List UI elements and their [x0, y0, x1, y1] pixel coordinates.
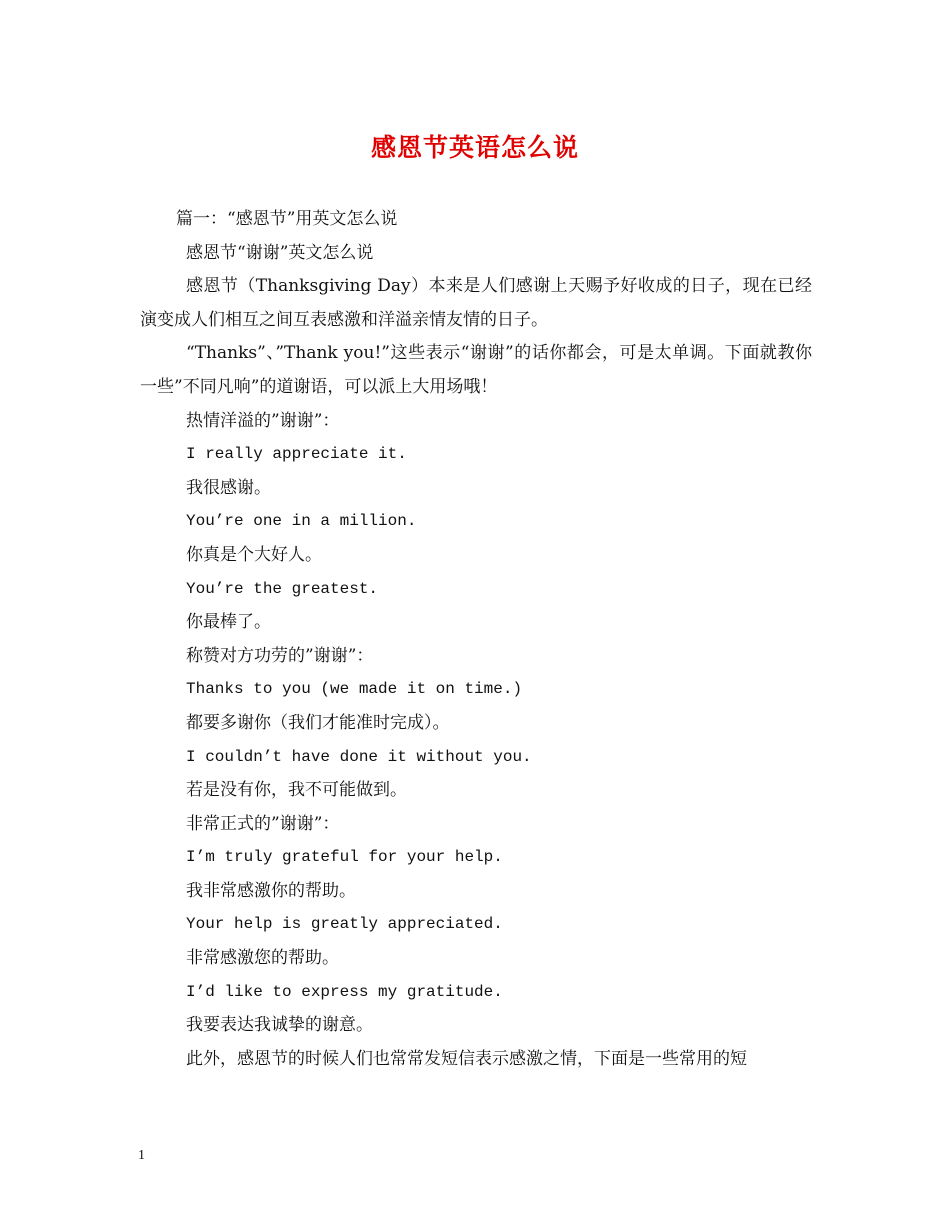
- chinese-translation: 非常感激您的帮助。: [186, 948, 339, 969]
- chinese-translation: 我非常感激你的帮助。: [186, 880, 356, 901]
- paragraph-sms: 此外，感恩节的时候人们也常常发短信表示感激之情，下面是一些常用的短: [186, 1048, 747, 1069]
- chinese-translation: 我要表达我诚挚的谢意。: [186, 1015, 373, 1036]
- english-phrase: I couldn’t have done it without you.: [186, 747, 532, 766]
- english-phrase: Your help is greatly appreciated.: [186, 915, 503, 934]
- chinese-translation: 都要多谢你（我们才能准时完成）。: [186, 712, 450, 733]
- section-heading: 篇一：“感恩节”用英文怎么说: [176, 209, 398, 229]
- chinese-translation: 我很感谢。: [186, 477, 271, 498]
- category-heading-enthusiastic: 热情洋溢的”谢谢”：: [186, 410, 340, 431]
- english-phrase: I really appreciate it.: [186, 445, 407, 464]
- english-phrase: You’re the greatest.: [186, 579, 379, 598]
- document-body: [140, 203, 812, 1076]
- paragraph-intro: 感恩节（Thanksgiving Day）本来是人们感谢上天赐予好收成的日子，现在已经演变成人们相互之间互表感激和洋溢亲情友情的日子。: [140, 276, 812, 330]
- english-phrase: Thanks to you (we made it on time.): [186, 680, 523, 699]
- category-heading-formal: 非常正式的”谢谢”：: [186, 813, 340, 834]
- page-number: 1: [138, 1148, 145, 1163]
- english-phrase: I’m truly grateful for your help.: [186, 848, 503, 867]
- chinese-translation: 你最棒了。: [186, 612, 271, 633]
- chinese-translation: 若是没有你，我不可能做到。: [186, 780, 407, 801]
- subheading: 感恩节“谢谢”英文怎么说: [186, 242, 374, 263]
- english-phrase: I’d like to express my gratitude.: [186, 982, 503, 1001]
- document-title: 感恩节英语怎么说: [370, 133, 579, 162]
- paragraph-thanks: “Thanks”、”Thank you!”这些表示“谢谢”的话你都会，可是太单调。下面就教你一些”不同凡响”的道谢语，可以派上大用场哦！: [140, 343, 812, 397]
- chinese-translation: 你真是个大好人。: [186, 544, 322, 565]
- english-phrase: You’re one in a million.: [186, 512, 417, 531]
- category-heading-credit: 称赞对方功劳的”谢谢”：: [186, 645, 374, 666]
